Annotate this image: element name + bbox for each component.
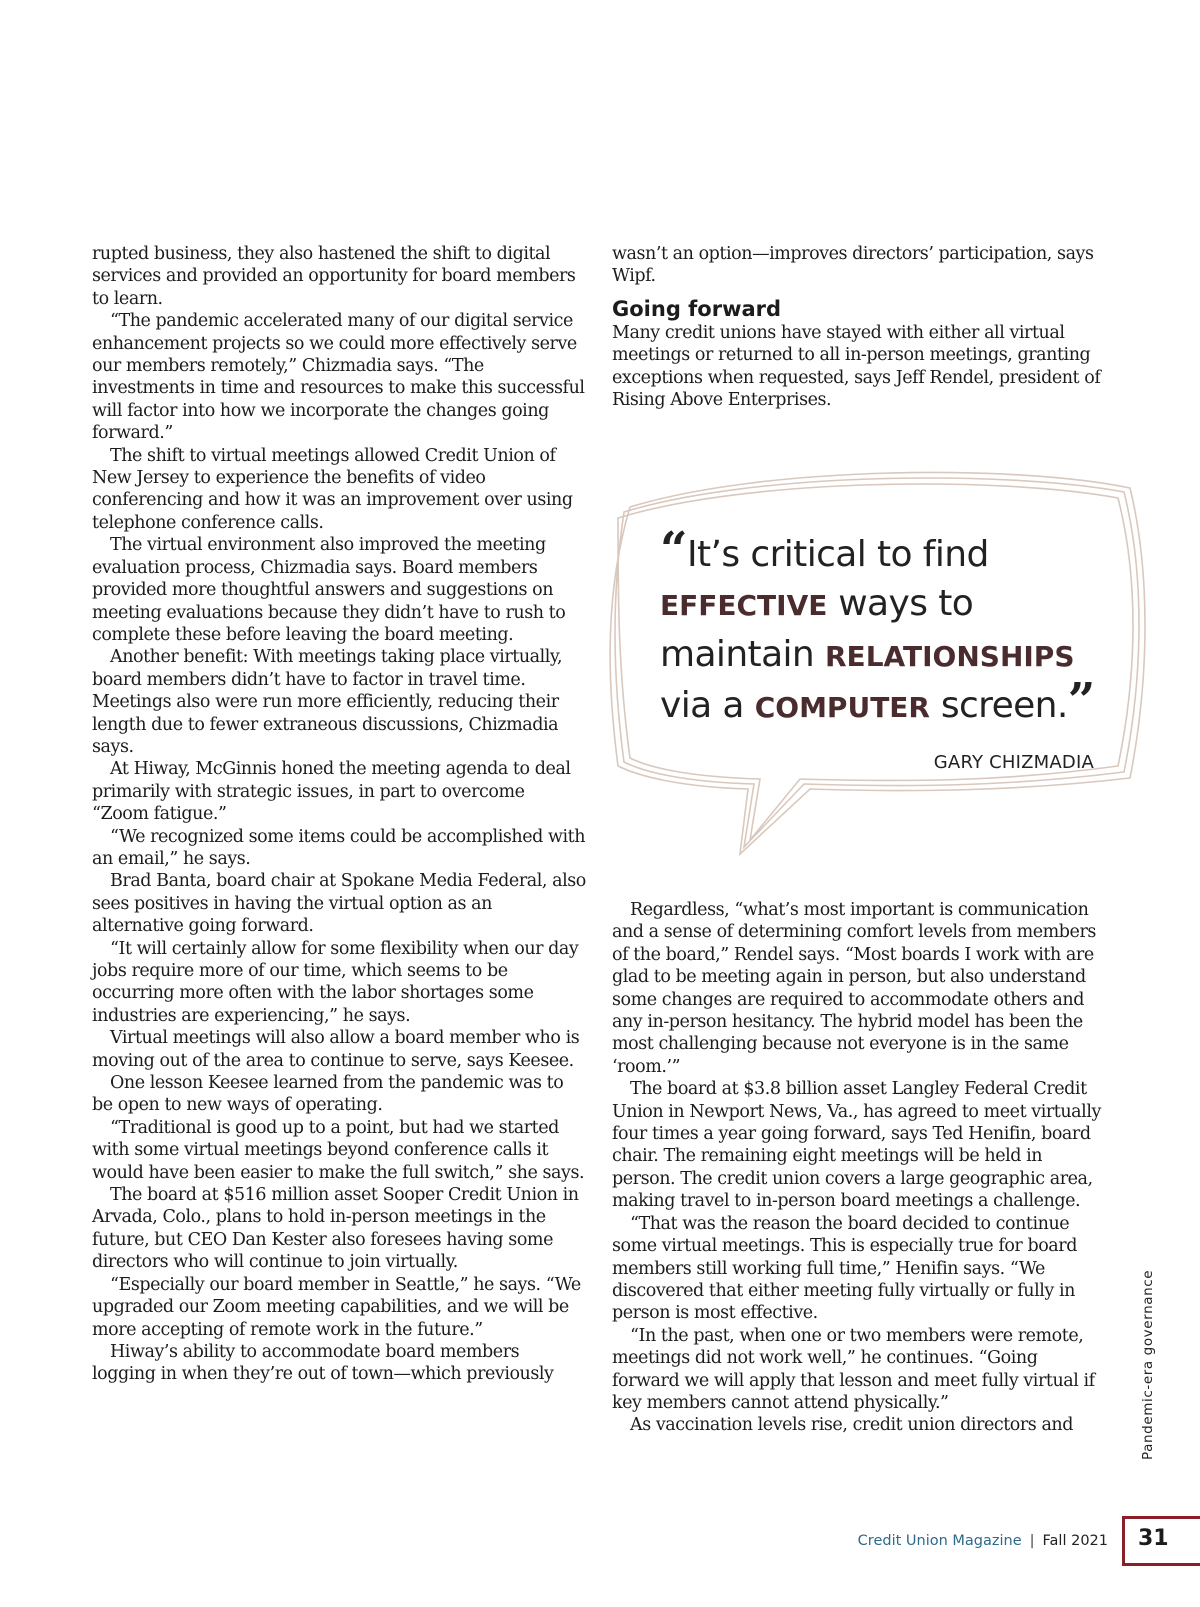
quote-attribution: GARY CHIZMADIA: [933, 752, 1094, 773]
paragraph: “It will certainly allow for some flexibility when our day jobs require more of our time, which seems to be occurring more often with the labor shortages some industries are experiencing,” he says.: [92, 938, 579, 1026]
quote-part: screen.: [929, 685, 1068, 726]
quote-part: It’s critical to find: [687, 534, 989, 575]
paragraph: Another benefit: With meetings taking place virtually, board members didn’t have to factor in travel time. Meetings also were run more efficiently, reducing their length due to fewer extraneous discussions, Chizmadia says.: [92, 647, 563, 757]
paragraph: “We recognized some items could be accomplished with an email,” he says.: [92, 826, 586, 869]
quote-part: via a: [660, 685, 755, 726]
quote-part: ways to maintain: [660, 583, 974, 675]
pull-quote-text: [660, 522, 1130, 732]
section-side-label: Pandemic-era governance: [1140, 1269, 1156, 1460]
paragraph: Many credit unions have stayed with either all virtual meetings or returned to all in-person meetings, granting exceptions when requested, says Jeff Rendel, president of Rising Above Enterprises.: [612, 322, 1101, 411]
article-column-left: [92, 243, 586, 1386]
paragraph: Brad Banta, board chair at Spokane Media Federal, also sees positives in having the virtual option as an alternative going forward.: [92, 871, 586, 937]
section-heading: Going forward: [612, 296, 782, 321]
paragraph: At Hiway, McGinnis honed the meeting agenda to deal primarily with strategic issues, in part to overcome “Zoom fatigue.”: [92, 759, 571, 825]
paragraph: The board at $3.8 billion asset Langley Federal Credit Union in Newport News, Va., has agreed to meet virtually four times a year going forward, says Ted Henifin, board chair. The remaining eight meetings will be held in person. The credit union covers a large geographic area, making travel to in-person board meetings a challenge.: [612, 1079, 1101, 1212]
paragraph: The virtual environment also improved the meeting evaluation process, Chizmadia says. Board members provided more thoughtful answers and suggestions on meeting evaluations because they didn’t have to rush to complete these before leaving the board meeting.: [92, 535, 566, 645]
article-column-right-top: [612, 243, 1106, 411]
paragraph: “The pandemic accelerated many of our digital service enhancement projects so we could more effectively serve our members remotely,” Chizmadia says. “The investments in time and resources to make this successful will factor into how we incorporate the changes going forward.”: [92, 311, 585, 444]
paragraph: Hiway’s ability to accommodate board members logging in when they’re out of town—which previously: [92, 1341, 554, 1385]
article-column-right-bottom: [612, 899, 1106, 1437]
quote-emphasis: EFFECTIVE: [660, 589, 828, 622]
close-quote-mark: ”: [1067, 673, 1095, 729]
footer-separator: |: [1029, 1533, 1035, 1549]
open-quote-mark: “: [660, 522, 688, 578]
paragraph: As vaccination levels rise, credit union directors and: [630, 1415, 1073, 1436]
issue-label: Fall 2021: [1042, 1533, 1108, 1549]
paragraph: wasn’t an option—improves directors’ participation, says Wipf.: [612, 244, 1094, 287]
page-footer: [858, 1533, 1108, 1549]
paragraph: “Especially our board member in Seattle,” he says. “We upgraded our Zoom meeting capabilities, and we will be more accepting of remote work in the future.”: [92, 1274, 581, 1340]
quote-emphasis: COMPUTER: [754, 691, 930, 724]
paragraph: rupted business, they also hastened the shift to digital services and provided an opportunity for board members to learn.: [92, 244, 576, 309]
quote-emphasis: RELATIONSHIPS: [825, 640, 1075, 673]
paragraph: “That was the reason the board decided to continue some virtual meetings. This is especially true for board members still working full time,” Henifin says. “We discovered that either meeting fully virtually or fully in person is most effective.: [612, 1213, 1077, 1324]
paragraph: One lesson Keesee learned from the pandemic was to be open to new ways of operating.: [92, 1073, 564, 1116]
page-number: 31: [1138, 1526, 1169, 1551]
paragraph: The board at $516 million asset Sooper Credit Union in Arvada, Colo., plans to hold in-person meetings in the future, but CEO Dan Kester also foresees having some directors who will continue to join virtually.: [92, 1185, 579, 1273]
magazine-name: Credit Union Magazine: [857, 1533, 1022, 1549]
pull-quote-bubble: [604, 452, 1164, 872]
paragraph: “In the past, when one or two members were remote, meetings did not work well,” he continues. “Going forward we will apply that lesson and meet fully virtual if key members cannot attend physically.”: [612, 1325, 1095, 1413]
paragraph: “Traditional is good up to a point, but had we started with some virtual meetings beyond conference calls it would have been easier to make the full switch,” she says.: [92, 1117, 585, 1183]
page-number-box: [1122, 1516, 1200, 1566]
paragraph: Virtual meetings will also allow a board member who is moving out of the area to continue to serve, says Keesee.: [92, 1028, 580, 1071]
paragraph: The shift to virtual meetings allowed Credit Union of New Jersey to experience the benefits of video conferencing and how it was an improvement over using telephone conference calls.: [92, 445, 573, 533]
paragraph: Regardless, “what’s most important is communication and a sense of determining comfort levels from members of the board,” Rendel says. “Most boards I work with are glad to be meeting again in person, but also understand some changes are required to accommodate others and any in-person hesitancy. The hybrid model has been the most challenging because not everyone is in the same ‘room.’”: [612, 900, 1096, 1077]
